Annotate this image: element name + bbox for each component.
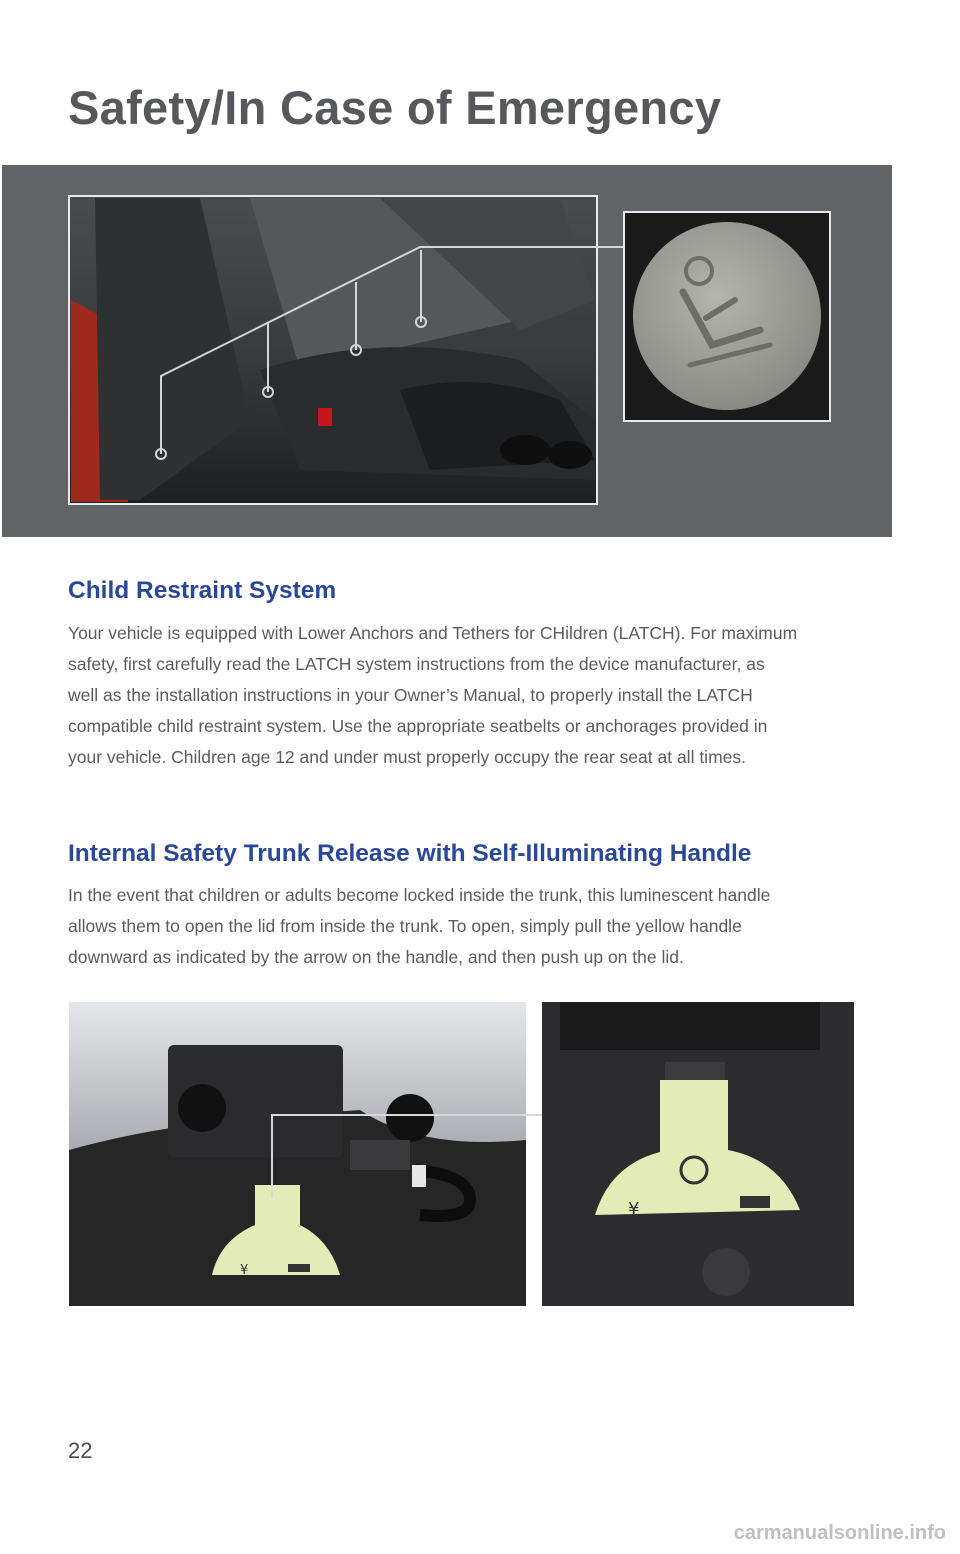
body-line: your vehicle. Children age 12 and under must properly occupy the rear seat at all times. (68, 747, 746, 767)
body-line: safety, first carefully read the LATCH system instructions from the device manufacturer, as (68, 654, 765, 674)
body-line: Your vehicle is equipped with Lower Anchors and Tethers for CHildren (LATCH). For maximum (68, 623, 798, 643)
body-line: compatible child restraint system. Use the appropriate seatbelts or anchorages provided in (68, 716, 768, 736)
footer-watermark: carmanualsonline.info (733, 1522, 946, 1544)
body-line: well as the installation instructions in your Owner’s Manual, to properly install the LATCH (68, 685, 753, 705)
latch-symbol-closeup (624, 212, 830, 421)
svg-text:¥: ¥ (628, 1199, 640, 1220)
child-restraint-heading: Child Restraint System (68, 577, 337, 604)
trunk-release-photo-closeup (542, 1002, 854, 1306)
body-line: allows them to open the lid from inside the trunk. To open, simply pull the yellow handle (68, 916, 742, 936)
page-title: Safety/In Case of Emergency (68, 81, 722, 134)
trunk-release-heading: Internal Safety Trunk Release with Self-Illuminating Handle (68, 840, 752, 867)
trunk-release-body (68, 880, 898, 973)
rear-seat-photo (69, 196, 713, 504)
child-restraint-body (68, 618, 898, 773)
page-number: 22 (68, 1438, 93, 1463)
body-line: In the event that children or adults become locked inside the trunk, this luminescent handle (68, 885, 771, 905)
svg-text:¥: ¥ (240, 1263, 249, 1278)
body-line: downward as indicated by the arrow on the handle, and then push up on the lid. (68, 947, 684, 967)
